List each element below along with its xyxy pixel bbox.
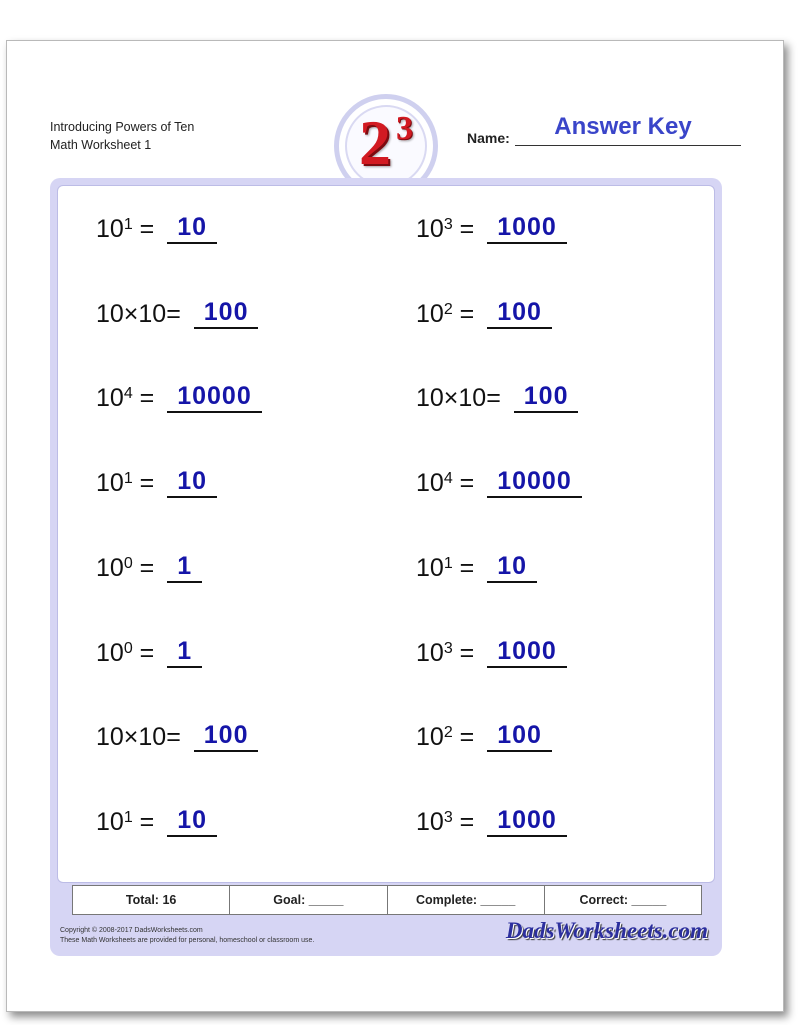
score-correct: Correct: _____ [544, 886, 701, 914]
equals-sign: = [166, 299, 188, 328]
problem [416, 712, 552, 752]
score-total: Total: 16 [125, 893, 177, 907]
problem-base: 10×10 [96, 299, 167, 328]
title-line-2: Math Worksheet 1 [50, 138, 152, 152]
problem-base: 10 [416, 299, 444, 328]
problem-exponent: 1 [123, 470, 133, 488]
problem-base: 10 [96, 384, 124, 413]
worksheet-title [50, 118, 194, 154]
problem [96, 204, 217, 244]
problem-exponent: 1 [123, 216, 133, 233]
answer-value: 100 [487, 720, 552, 752]
problem-exponent: 3 [443, 808, 453, 826]
score-bar [72, 885, 702, 915]
problem-base: 10 [416, 807, 444, 836]
problem [96, 712, 258, 752]
problem [96, 289, 258, 329]
equals-sign: = [452, 638, 482, 667]
problem-exponent: 3 [443, 216, 453, 233]
equals-sign: = [132, 215, 162, 243]
problem [96, 458, 217, 498]
answer-value: 1000 [487, 212, 567, 244]
title-line-1: Introducing Powers of Ten [50, 120, 195, 134]
problem-base: 10 [96, 638, 124, 667]
problem [96, 797, 217, 837]
copyright: Copyright © 2008-2017 DadsWorksheets.com [60, 927, 203, 934]
equals-sign: = [166, 723, 188, 752]
answer-value: 1000 [487, 805, 567, 837]
problem [416, 458, 582, 498]
problem-base: 10 [96, 553, 124, 582]
problem [416, 204, 567, 244]
problem-base: 10 [416, 638, 444, 667]
problem-exponent: 3 [443, 639, 453, 657]
problem-base: 10×10 [416, 384, 487, 413]
answer-value: 10 [167, 805, 217, 837]
problem-exponent: 0 [123, 554, 133, 572]
score-complete: Complete: _____ [387, 886, 544, 914]
problem-exponent: 4 [123, 385, 133, 403]
problem [416, 289, 552, 329]
worksheet-page [6, 40, 784, 1012]
problem-base: 10 [416, 469, 444, 498]
badge-base: 2 [359, 107, 391, 178]
problem [416, 373, 578, 413]
problem [416, 543, 537, 583]
answer-value: 1 [167, 551, 202, 583]
problem-base: 10×10 [96, 723, 167, 752]
problem-exponent: 1 [123, 808, 133, 826]
name-label: Name: [467, 130, 510, 146]
answer-value: 100 [194, 297, 259, 329]
equals-sign: = [132, 638, 162, 667]
problem [416, 628, 567, 668]
answer-value: 100 [487, 297, 552, 329]
answer-value: 10000 [487, 466, 582, 498]
name-value: Answer Key [554, 113, 692, 140]
problem-base: 10 [416, 723, 444, 752]
answer-value: 100 [194, 720, 259, 752]
answer-value: 1 [167, 636, 202, 668]
equals-sign: = [452, 215, 482, 243]
equals-sign: = [132, 553, 162, 582]
problem-area [57, 185, 715, 883]
problem-base: 10 [96, 807, 124, 836]
equals-sign: = [486, 384, 508, 413]
problem-exponent: 4 [443, 470, 453, 488]
problem [96, 543, 202, 583]
answer-value: 10000 [167, 381, 262, 413]
problem-frame [50, 178, 722, 956]
problem [96, 373, 262, 413]
answer-value: 10 [487, 551, 537, 583]
name-line [515, 145, 741, 146]
problem-exponent: 0 [123, 639, 133, 657]
equals-sign: = [132, 807, 162, 836]
problem-base: 10 [96, 469, 124, 498]
problem-base: 10 [96, 215, 124, 243]
answer-value: 10 [167, 212, 217, 244]
equals-sign: = [452, 723, 482, 752]
equals-sign: = [452, 299, 482, 328]
answer-value: 10 [167, 466, 217, 498]
problem [96, 628, 202, 668]
equals-sign: = [452, 553, 482, 582]
problem-exponent: 1 [443, 554, 453, 572]
problem-base: 10 [416, 553, 444, 582]
equals-sign: = [132, 384, 162, 413]
equals-sign: = [452, 469, 482, 498]
badge-exponent: 3 [396, 110, 413, 147]
problem-base: 10 [416, 215, 444, 243]
problem-exponent: 2 [443, 724, 453, 742]
problem [416, 797, 567, 837]
problem-exponent: 2 [443, 300, 453, 318]
score-goal: Goal: _____ [229, 886, 386, 914]
answer-value: 1000 [487, 636, 567, 668]
equals-sign: = [132, 469, 162, 498]
site-logo: DadsWorksheets.com [505, 918, 708, 943]
answer-value: 100 [514, 381, 579, 413]
equals-sign: = [452, 807, 482, 836]
usage-note: These Math Worksheets are provided for personal, homeschool or classroom use. [60, 937, 315, 944]
footer-text [60, 926, 314, 946]
